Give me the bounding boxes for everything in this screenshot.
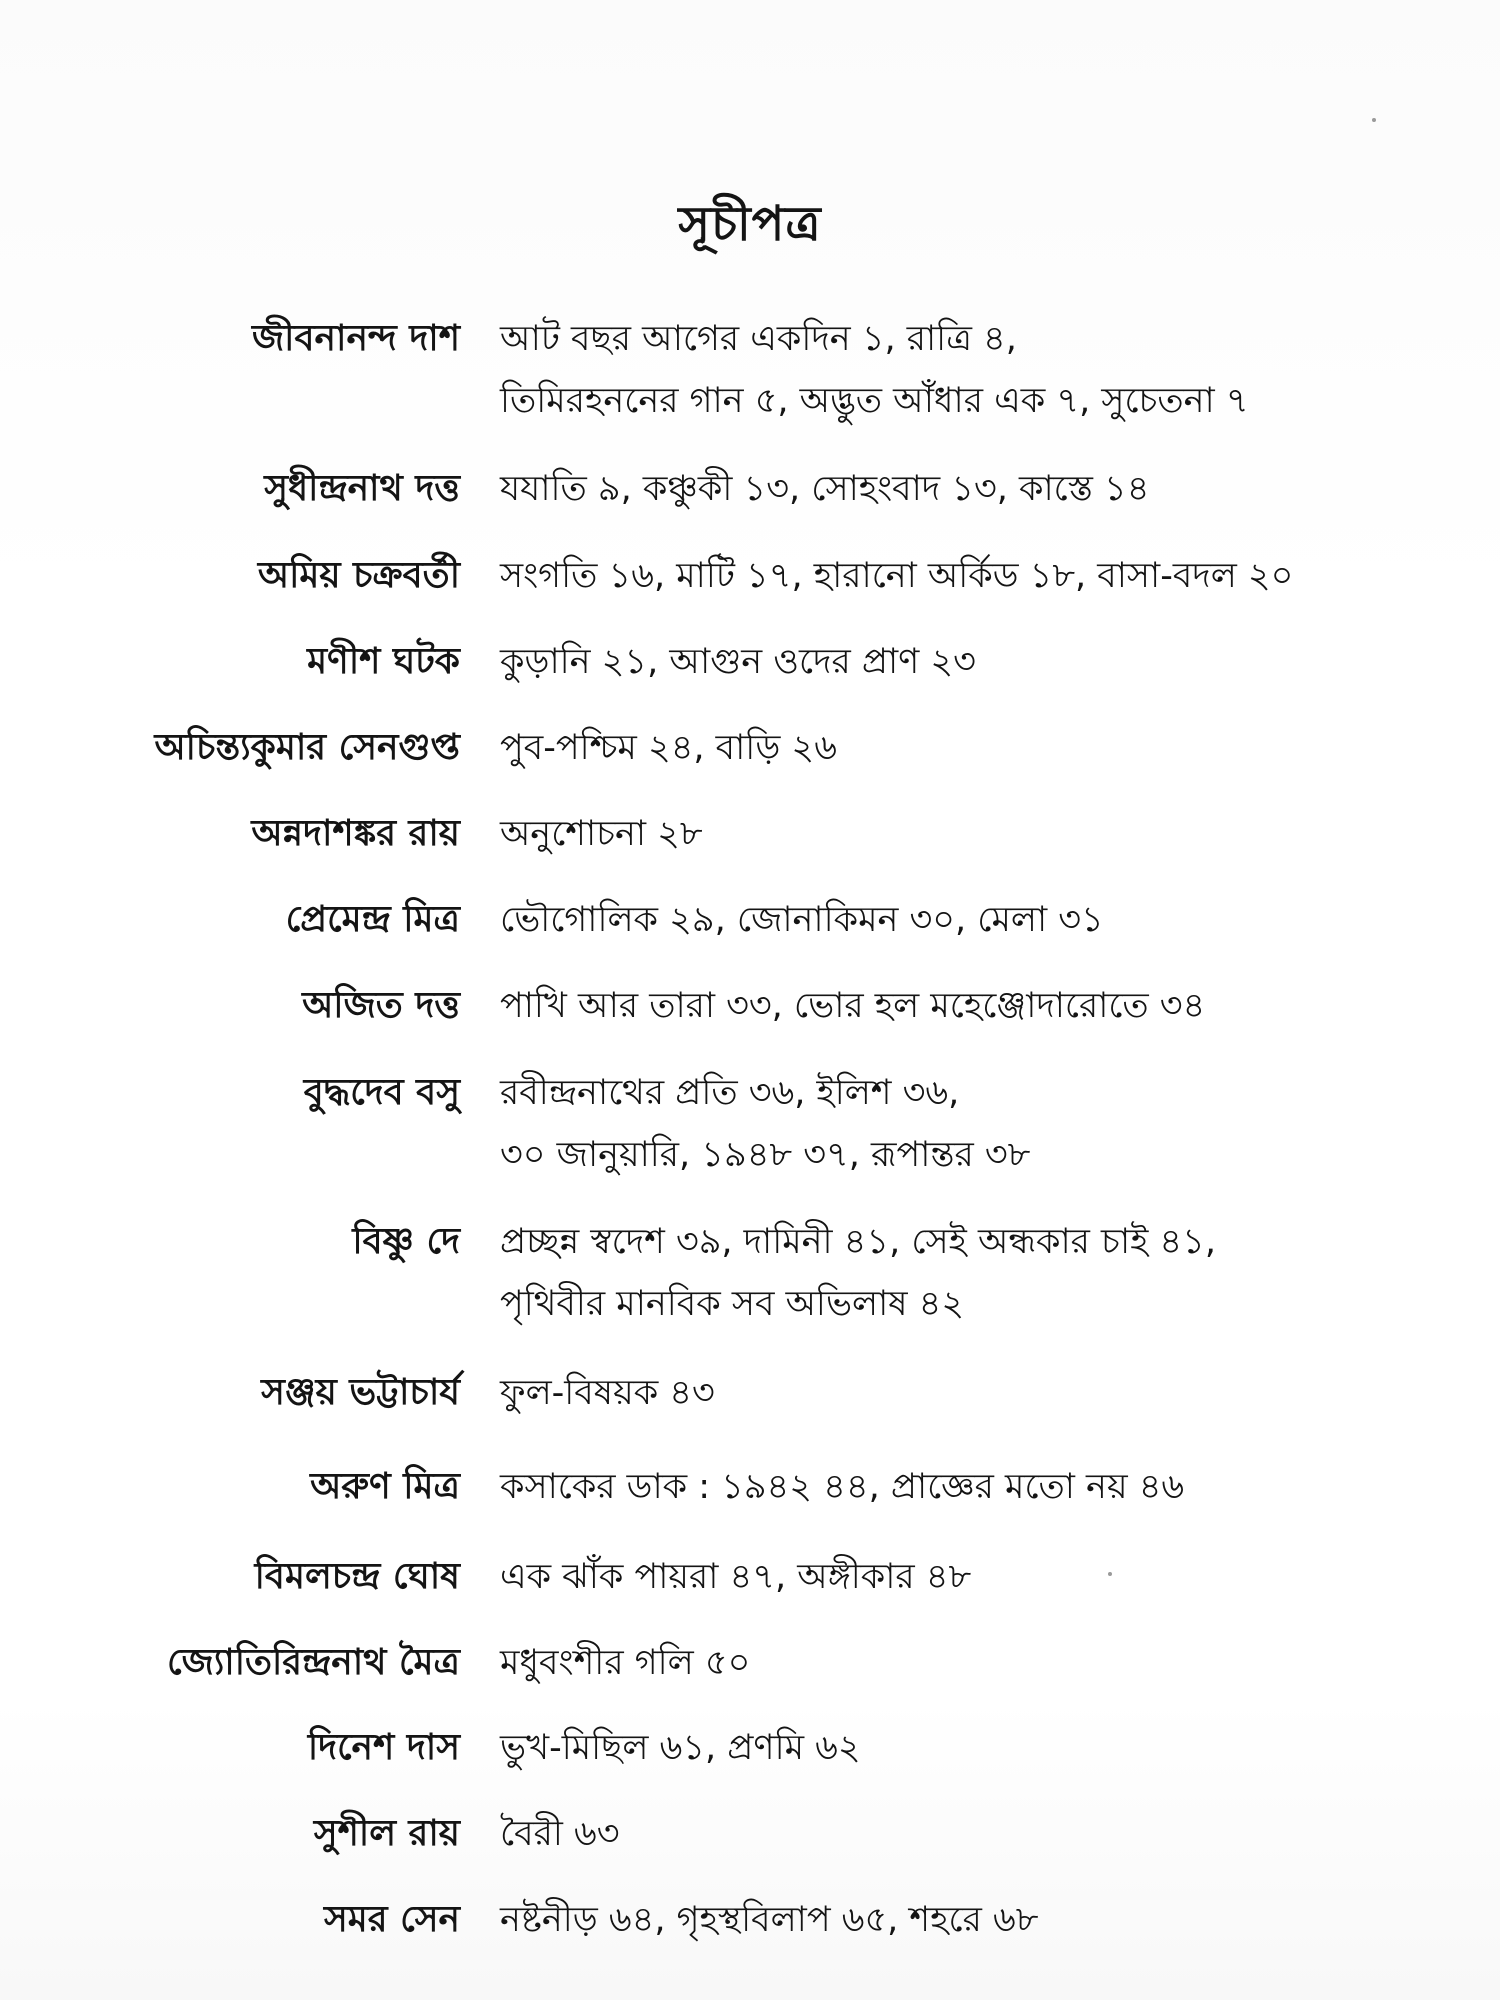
poem-list — [500, 975, 1380, 1037]
poem-line: মধুবংশীর গলি ৫০ — [500, 1643, 751, 1683]
poem-list — [500, 1546, 1380, 1608]
poem-line: বৈরী ৬৩ — [500, 1814, 620, 1854]
author-name: অজিত দত্ত — [302, 985, 460, 1026]
poem-line: ৩০ জানুয়ারি, ১৯৪৮ ৩৭, রূপান্তর ৩৮ — [500, 1135, 1031, 1175]
poem-list — [500, 1211, 1380, 1335]
poem-line: কসাকের ডাক : ১৯৪২ ৪৪, প্রাজ্ঞের মতো নয় ৪৬ — [500, 1467, 1185, 1507]
poem-list — [500, 717, 1380, 779]
poem-list — [500, 308, 1380, 432]
poem-line: আট বছর আগের একদিন ১, রাত্রি ৪, — [500, 319, 1017, 359]
author-name: বুদ্ধদেব বসু — [303, 1072, 460, 1113]
poem-list — [500, 458, 1380, 520]
poem-line: নষ্টনীড় ৬৪, গৃহস্থবিলাপ ৬৫, শহরে ৬৮ — [500, 1900, 1039, 1940]
author-name: সঞ্জয় ভট্টাচার্য — [261, 1372, 460, 1413]
page-title: সূচীপত্র — [678, 196, 822, 253]
author-name: দিনেশ দাস — [307, 1727, 460, 1768]
poem-list — [500, 1717, 1380, 1779]
poem-line: পাখি আর তারা ৩৩, ভোর হল মহেঞ্জোদারোতে ৩৪ — [500, 986, 1206, 1026]
poem-list — [500, 889, 1380, 951]
poem-line: রবীন্দ্রনাথের প্রতি ৩৬, ইলিশ ৩৬, — [500, 1073, 960, 1113]
author-name: সমর সেন — [324, 1899, 460, 1940]
poem-line: পৃথিবীর মানবিক সব অভিলাষ ৪২ — [500, 1284, 965, 1324]
author-name: প্রেমেন্দ্র মিত্র — [285, 899, 460, 940]
poem-line: এক ঝাঁক পায়রা ৪৭, অঙ্গীকার ৪৮ — [500, 1557, 972, 1597]
poem-list — [500, 1456, 1380, 1518]
poem-list — [500, 1889, 1380, 1951]
poem-list — [500, 1803, 1380, 1865]
author-name: সুধীন্দ্রনাথ দত্ত — [264, 468, 460, 509]
author-name: সুশীল রায় — [313, 1813, 460, 1854]
author-name: বিষ্ণু দে — [352, 1221, 460, 1262]
poem-list — [500, 1062, 1380, 1186]
author-name: জীবনানন্দ দাশ — [251, 318, 460, 359]
author-name: অমিয় চক্রবর্তী — [257, 555, 460, 596]
poem-line: ভুখ-মিছিল ৬১, প্রণমি ৬২ — [500, 1728, 861, 1768]
poem-line: পুব-পশ্চিম ২৪, বাড়ি ২৬ — [500, 728, 837, 768]
poem-list — [500, 1362, 1380, 1424]
poem-list — [500, 545, 1380, 607]
author-name: অচিন্ত্যকুমার সেনগুপ্ত — [154, 727, 460, 768]
author-name: মণীশ ঘটক — [307, 641, 460, 682]
poem-line: তিমিরহননের গান ৫, অদ্ভুত আঁধার এক ৭, সুচেতনা ৭ — [500, 381, 1249, 421]
author-name: অন্নদাশঙ্কর রায় — [251, 813, 460, 854]
author-name: বিমলচন্দ্র ঘোষ — [254, 1556, 460, 1597]
poem-list — [500, 1632, 1380, 1694]
author-name: জ্যোতিরিন্দ্রনাথ মৈত্র — [167, 1642, 460, 1683]
poem-line: ভৌগোলিক ২৯, জোনাকিমন ৩০, মেলা ৩১ — [500, 900, 1104, 940]
poem-list — [500, 631, 1380, 693]
poem-line: যযাতি ৯, কঞ্চুকী ১৩, সোহংবাদ ১৩, কাস্তে ১৪ — [500, 469, 1150, 509]
poem-line: সংগতি ১৬, মাটি ১৭, হারানো অর্কিড ১৮, বাসা-বদল ২০ — [500, 556, 1294, 596]
poem-line: কুড়ানি ২১, আগুন ওদের প্রাণ ২৩ — [500, 642, 976, 682]
poem-line: অনুশোচনা ২৮ — [500, 814, 703, 854]
poem-list — [500, 803, 1380, 865]
author-name: অরুণ মিত্র — [310, 1466, 460, 1507]
poem-line: ফুল-বিষয়ক ৪৩ — [500, 1373, 715, 1413]
poem-line: প্রচ্ছন্ন স্বদেশ ৩৯, দামিনী ৪১, সেই অন্ধকার চাই ৪১, — [500, 1222, 1216, 1262]
